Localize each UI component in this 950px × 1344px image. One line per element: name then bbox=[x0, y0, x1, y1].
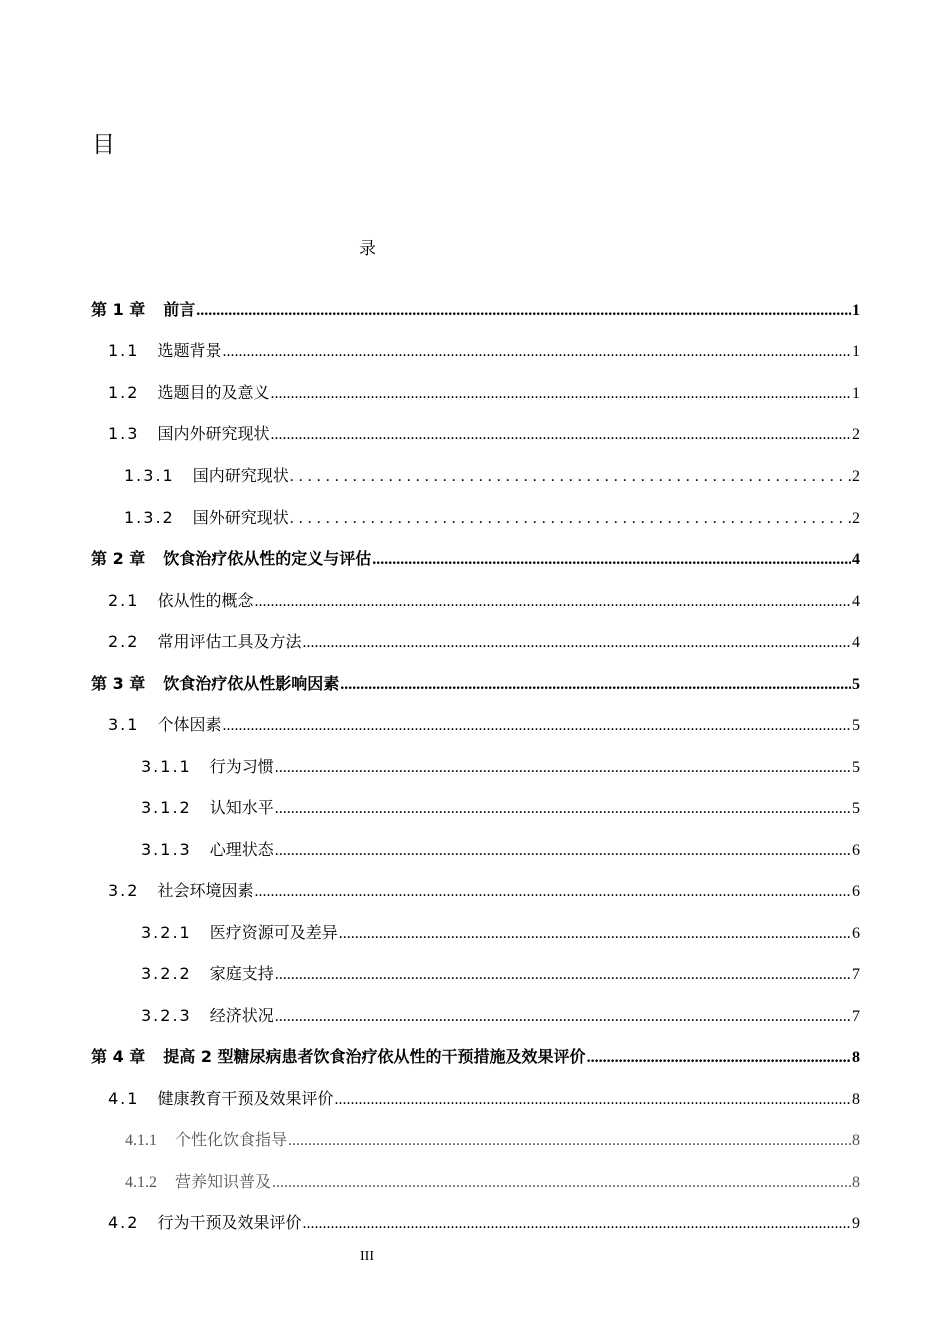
toc-leader-dots bbox=[302, 634, 851, 652]
toc-entry-number: 3.2.1 bbox=[141, 923, 192, 942]
toc-entry-page: 8 bbox=[852, 1132, 860, 1149]
toc-entry-1-1[interactable] bbox=[108, 338, 860, 362]
toc-entry-page: 4 bbox=[852, 634, 860, 651]
toc-entry-3-1[interactable] bbox=[108, 712, 860, 736]
toc-entry-page: 8 bbox=[852, 1174, 860, 1191]
toc-entry-page: 5 bbox=[852, 717, 860, 734]
toc-entry-2-2[interactable] bbox=[108, 629, 860, 653]
toc-entry-title: 个性化饮食指导 bbox=[175, 1130, 288, 1149]
toc-entry-title: 饮食治疗依从性的定义与评估 bbox=[163, 549, 372, 568]
toc-entry-page: 4 bbox=[852, 593, 860, 610]
toc-entry-title: 选题背景 bbox=[157, 341, 222, 360]
toc-entry-page: 2 bbox=[852, 426, 860, 443]
toc-entry-number: 1.3.1 bbox=[124, 466, 175, 485]
toc-leader-dots bbox=[275, 800, 851, 818]
toc-entry-title: 行为习惯 bbox=[209, 757, 274, 776]
toc-entry-page: 1 bbox=[852, 385, 860, 402]
toc-entry-3-1-2[interactable] bbox=[141, 795, 860, 819]
toc-entry-4-1-1[interactable] bbox=[125, 1127, 860, 1151]
toc-entry-page: 5 bbox=[852, 759, 860, 776]
toc-leader-dots bbox=[270, 385, 851, 403]
toc-entry-number: 第 4 章 bbox=[91, 1047, 146, 1066]
toc-leader-dots bbox=[196, 302, 851, 320]
toc-leader-dots bbox=[288, 1132, 851, 1150]
toc-entry-number: 第 1 章 bbox=[91, 300, 146, 319]
toc-entry-page: 4 bbox=[852, 551, 860, 568]
toc-entry-number: 4.2 bbox=[108, 1213, 140, 1232]
toc-entry-number: 3.1 bbox=[108, 715, 140, 734]
toc-leader-dots bbox=[275, 1008, 851, 1026]
toc-entry-page: 6 bbox=[852, 925, 860, 942]
toc-entry-1-3-2[interactable] bbox=[124, 505, 860, 529]
toc-entry-chapter-3[interactable] bbox=[91, 671, 860, 695]
toc-leader-dots bbox=[302, 1215, 851, 1233]
toc-entry-1-3[interactable] bbox=[108, 421, 860, 445]
toc-entry-3-2[interactable] bbox=[108, 878, 860, 902]
toc-entry-3-1-1[interactable] bbox=[141, 754, 860, 778]
toc-entry-number: 4.1.1 bbox=[125, 1132, 157, 1149]
toc-entry-number: 1.2 bbox=[108, 383, 140, 402]
toc-entry-page: 7 bbox=[852, 966, 860, 983]
toc-entry-number: 1.3 bbox=[108, 424, 140, 443]
toc-leader-dots bbox=[275, 842, 851, 860]
toc-entry-page: 5 bbox=[852, 676, 860, 693]
toc-entry-chapter-4[interactable] bbox=[91, 1044, 860, 1068]
toc-entry-page: 2 bbox=[852, 510, 860, 527]
toc-entry-chapter-1[interactable] bbox=[91, 297, 860, 321]
toc-entry-title: 行为干预及效果评价 bbox=[157, 1213, 302, 1232]
toc-leader-dots bbox=[290, 468, 851, 486]
toc-entry-title: 心理状态 bbox=[209, 840, 274, 859]
toc-entry-3-1-3[interactable] bbox=[141, 837, 860, 861]
toc-leader-dots bbox=[254, 593, 851, 611]
toc-entry-1-3-1[interactable] bbox=[124, 463, 860, 487]
toc-entry-page: 9 bbox=[852, 1215, 860, 1232]
toc-entry-4-1[interactable] bbox=[108, 1086, 860, 1110]
toc-entry-4-1-2[interactable] bbox=[125, 1169, 860, 1193]
toc-entry-page: 1 bbox=[852, 343, 860, 360]
toc-entry-number: 1.3.2 bbox=[124, 508, 175, 527]
toc-entry-page: 1 bbox=[852, 302, 860, 319]
toc-entry-number: 3.2.3 bbox=[141, 1006, 192, 1025]
toc-entry-title: 医疗资源可及差异 bbox=[209, 923, 338, 942]
toc-leader-dots bbox=[275, 966, 851, 984]
toc-entry-3-2-1[interactable] bbox=[141, 920, 860, 944]
toc-entry-title: 依从性的概念 bbox=[157, 591, 254, 610]
toc-leader-dots bbox=[270, 426, 851, 444]
toc-entry-title: 个体因素 bbox=[157, 715, 222, 734]
toc-entry-title: 经济状况 bbox=[209, 1006, 274, 1025]
toc-entry-title: 饮食治疗依从性影响因素 bbox=[163, 674, 340, 693]
toc-entry-number: 3.1.1 bbox=[141, 757, 192, 776]
toc-title-part1: 目 bbox=[92, 132, 115, 158]
toc-entry-number: 第 2 章 bbox=[91, 549, 146, 568]
toc-entry-number: 1.1 bbox=[108, 341, 140, 360]
toc-entry-page: 8 bbox=[852, 1049, 860, 1066]
toc-entry-1-2[interactable] bbox=[108, 380, 860, 404]
toc-entry-number: 2.2 bbox=[108, 632, 140, 651]
toc-leader-dots bbox=[222, 717, 851, 735]
toc-entry-title: 常用评估工具及方法 bbox=[157, 632, 302, 651]
toc-entry-3-2-3[interactable] bbox=[141, 1003, 860, 1027]
toc-leader-dots bbox=[272, 1174, 851, 1192]
toc-entry-title: 健康教育干预及效果评价 bbox=[157, 1089, 334, 1108]
toc-entry-4-2[interactable] bbox=[108, 1210, 860, 1234]
toc-leader-dots bbox=[275, 759, 851, 777]
toc-entry-number: 3.1.3 bbox=[141, 840, 192, 859]
toc-entry-title: 社会环境因素 bbox=[157, 881, 254, 900]
toc-entry-title: 前言 bbox=[163, 300, 196, 319]
toc-entry-title: 家庭支持 bbox=[209, 964, 274, 983]
toc-entry-3-2-2[interactable] bbox=[141, 961, 860, 985]
toc-leader-dots bbox=[339, 925, 851, 943]
toc-leader-dots bbox=[222, 343, 851, 361]
toc-entry-page: 8 bbox=[852, 1091, 860, 1108]
toc-title-part2: 录 bbox=[359, 239, 376, 259]
toc-entry-page: 5 bbox=[852, 800, 860, 817]
toc-entry-page: 7 bbox=[852, 1008, 860, 1025]
toc-leader-dots bbox=[587, 1049, 851, 1067]
toc-entry-chapter-2[interactable] bbox=[91, 546, 860, 570]
toc-entry-title: 认知水平 bbox=[209, 798, 274, 817]
toc-entry-number: 3.2.2 bbox=[141, 964, 192, 983]
toc-entry-page: 6 bbox=[852, 842, 860, 859]
toc-leader-dots bbox=[254, 883, 851, 901]
toc-entry-number: 3.2 bbox=[108, 881, 140, 900]
toc-entry-title: 营养知识普及 bbox=[175, 1172, 272, 1191]
toc-entry-2-1[interactable] bbox=[108, 588, 860, 612]
toc-entry-number: 3.1.2 bbox=[141, 798, 192, 817]
toc-entry-number: 2.1 bbox=[108, 591, 140, 610]
toc-leader-dots bbox=[340, 676, 851, 694]
toc-leader-dots bbox=[290, 510, 851, 528]
toc-entry-title: 国内外研究现状 bbox=[157, 424, 270, 443]
toc-entry-page: 6 bbox=[852, 883, 860, 900]
toc-entry-number: 4.1 bbox=[108, 1089, 140, 1108]
toc-entry-title: 选题目的及意义 bbox=[157, 383, 270, 402]
page-number: III bbox=[360, 1249, 374, 1264]
toc-entry-page: 2 bbox=[852, 468, 860, 485]
toc-entry-number: 4.1.2 bbox=[125, 1174, 157, 1191]
toc-entry-title: 国内研究现状 bbox=[192, 466, 289, 485]
toc-entry-number: 第 3 章 bbox=[91, 674, 146, 693]
toc-leader-dots bbox=[372, 551, 851, 569]
toc-leader-dots bbox=[334, 1091, 851, 1109]
toc-entry-title: 国外研究现状 bbox=[192, 508, 289, 527]
toc-entry-title: 提高 2 型糖尿病患者饮食治疗依从性的干预措施及效果评价 bbox=[163, 1047, 586, 1066]
